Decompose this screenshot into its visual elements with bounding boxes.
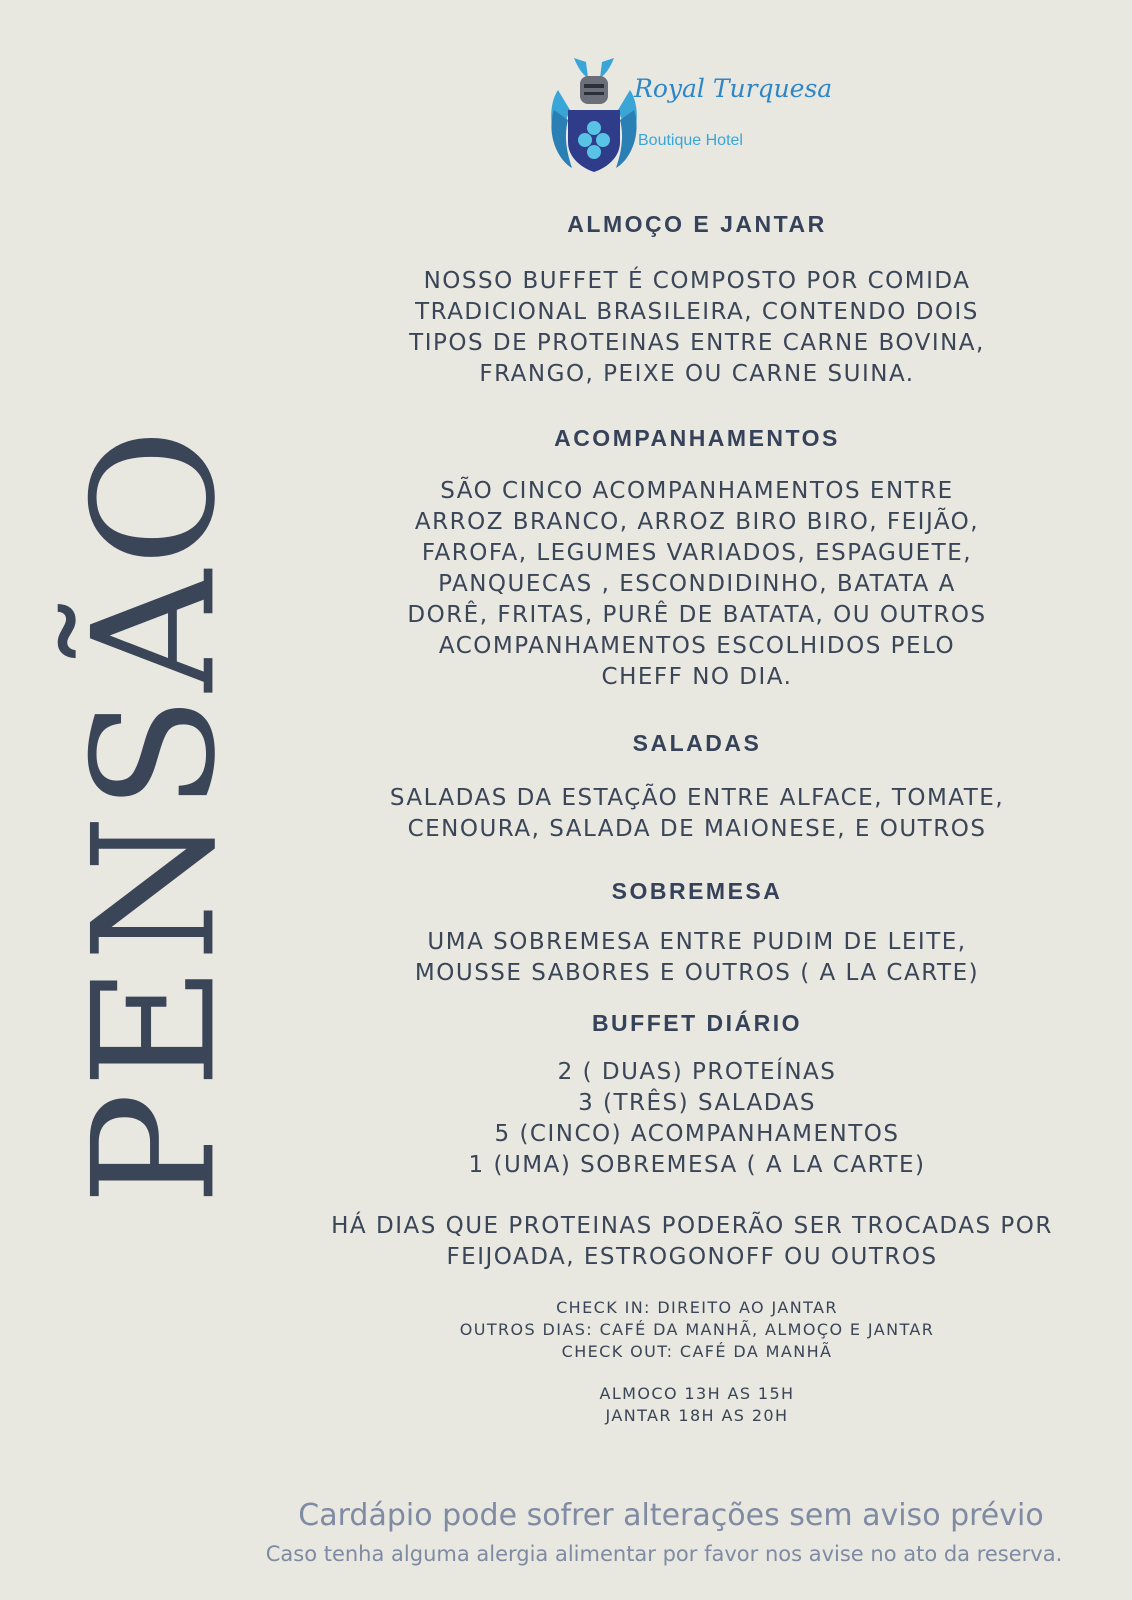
brand-subtitle: Boutique Hotel: [638, 132, 743, 149]
text-line: PANQUECAS , ESCONDIDINHO, BATATA A: [438, 571, 956, 597]
text-line: FRANGO, PEIXE OU CARNE SUINA.: [479, 361, 915, 387]
brand-name: Royal Turquesa: [634, 74, 833, 103]
text-line: TRADICIONAL BRASILEIRA, CONTENDO DOIS: [415, 299, 979, 325]
text-line: TIPOS DE PROTEINAS ENTRE CARNE BOVINA,: [409, 330, 985, 356]
text-line: CHECK IN: DIREITO AO JANTAR: [556, 1298, 838, 1317]
vertical-title-text: PENSÃO: [56, 424, 253, 1206]
text-line: 1 (UMA) SOBREMESA ( A LA CARTE): [468, 1152, 926, 1178]
hotel-logo: [548, 50, 833, 176]
section-text-trocas: [252, 1211, 1132, 1273]
vertical-title: [56, 424, 253, 1206]
text-line: ACOMPANHAMENTOS ESCOLHIDOS PELO: [438, 633, 956, 659]
text-line: SALADAS DA ESTAÇÃO ENTRE ALFACE, TOMATE,: [389, 785, 1005, 811]
text-line: CENOURA, SALADA DE MAIONESE, E OUTROS: [407, 816, 987, 842]
section-text-buffet: [262, 1057, 1132, 1181]
allergy-notice: Caso tenha alguma alergia alimentar por favor nos avise no ato da reserva.: [265, 1542, 1063, 1566]
text-line: CHEFF NO DIA.: [601, 664, 793, 690]
text-line: 5 (CINCO) ACOMPANHAMENTOS: [494, 1121, 900, 1147]
text-line: FAROFA, LEGUMES VARIADOS, ESPAGUETE,: [421, 540, 973, 566]
section-heading-acompanhamentos: ACOMPANHAMENTOS: [554, 425, 840, 451]
section-text-acompanhamentos: [262, 476, 1132, 693]
section-text-saladas: [262, 783, 1132, 845]
text-line: 2 ( DUAS) PROTEÍNAS: [557, 1059, 837, 1085]
text-line: ARROZ BRANCO, ARROZ BIRO BIRO, FEIJÃO,: [414, 509, 980, 535]
text-line: UMA SOBREMESA ENTRE PUDIM DE LEITE,: [427, 929, 967, 955]
text-line: ALMOCO 13H AS 15H: [599, 1384, 795, 1403]
text-line: FEIJOADA, ESTROGONOFF OU OUTROS: [446, 1244, 938, 1270]
section-heading-sobremesa: SOBREMESA: [611, 878, 783, 904]
text-line: 3 (TRÊS) SALADAS: [578, 1090, 816, 1116]
text-line: NOSSO BUFFET É COMPOSTO POR COMIDA: [423, 268, 971, 294]
text-line: OUTROS DIAS: CAFÉ DA MANHÃ, ALMOÇO E JANTAR: [459, 1320, 935, 1339]
section-text-almoco: [262, 266, 1132, 390]
meal-schedule: [262, 1297, 1132, 1363]
text-line: JANTAR 18H AS 20H: [605, 1406, 789, 1425]
heraldic-crest-icon: [548, 50, 640, 176]
meal-hours: [262, 1383, 1132, 1427]
section-heading-almoco: ALMOÇO E JANTAR: [567, 211, 827, 237]
text-line: SÃO CINCO ACOMPANHAMENTOS ENTRE: [440, 478, 954, 504]
text-line: HÁ DIAS QUE PROTEINAS PODERÃO SER TROCADAS POR: [331, 1213, 1053, 1239]
changes-notice: Cardápio pode sofrer alterações sem aviso prévio: [298, 1498, 1044, 1533]
text-line: CHECK OUT: CAFÉ DA MANHÃ: [561, 1342, 833, 1361]
text-line: DORÊ, FRITAS, PURÊ DE BATATA, OU OUTROS: [407, 602, 987, 628]
section-heading-saladas: SALADAS: [632, 730, 762, 756]
section-heading-buffet: BUFFET DIÁRIO: [591, 1010, 803, 1036]
text-line: MOUSSE SABORES E OUTROS ( A LA CARTE): [414, 960, 980, 986]
menu-content: [262, 206, 1132, 1427]
section-text-sobremesa: [262, 927, 1132, 989]
